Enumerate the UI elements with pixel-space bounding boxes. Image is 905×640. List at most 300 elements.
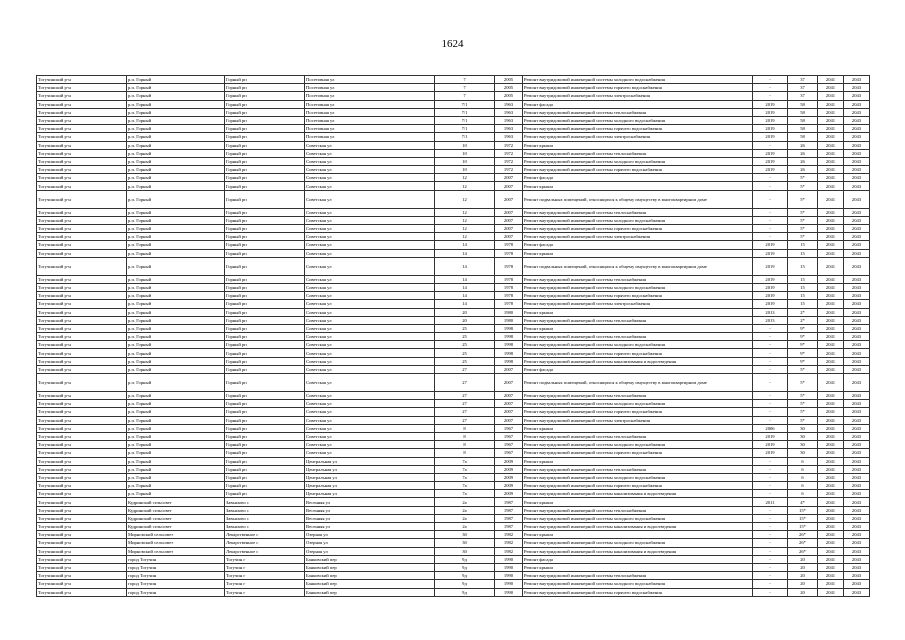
house-cell: 2а [435,514,495,522]
street-cell: Советская ул [305,225,435,233]
period-end-cell: 2043 [844,400,870,408]
district-cell: Тогучинский р-н [37,441,127,449]
wear-cell: 30 [788,441,818,449]
street-cell: Озерная ул [305,547,435,555]
work-type-cell: Ремонт внутридомовой инженерной системы горячего водоснабжения [523,292,753,300]
settlement-cell: Завьялово с [225,514,305,522]
last-repair-year-cell: - [753,341,788,349]
period-start-cell: 2041 [818,457,844,465]
municipality-cell: р.п. Горный [127,257,225,275]
municipality-cell: город Тогучин [127,572,225,580]
street-cell: Посетовная ул [305,108,435,116]
table-row [37,547,870,555]
table-row [37,424,870,432]
settlement-cell: Горный рп [225,257,305,275]
settlement-cell: Горный рп [225,473,305,481]
house-cell: 7а [435,490,495,498]
house-cell: 20 [435,316,495,324]
wear-cell: 20 [788,555,818,563]
municipality-cell: Кудринский сельсовет [127,506,225,514]
work-type-cell: Ремонт внутридомовой инженерной системы теплоснабжения [523,316,753,324]
settlement-cell: Горный рп [225,125,305,133]
year-built-cell: 2007 [495,174,523,182]
wear-cell: 15* [788,523,818,531]
period-end-cell: 2043 [844,588,870,596]
municipality-cell: р.п. Горный [127,424,225,432]
municipality-cell: город Тогучин [127,588,225,596]
last-repair-year-cell: 2013 [753,316,788,324]
period-end-cell: 2043 [844,84,870,92]
work-type-cell: Ремонт фасада [523,241,753,249]
district-cell: Тогучинский р-н [37,157,127,165]
last-repair-year-cell: 2019 [753,283,788,291]
wear-cell: 15 [788,249,818,257]
period-start-cell: 2041 [818,572,844,580]
street-cell: Озерная ул [305,539,435,547]
municipality-cell: р.п. Горный [127,400,225,408]
work-type-cell: Ремонт внутридомовой инженерной системы канализования и водоотведения [523,490,753,498]
period-end-cell: 2043 [844,324,870,332]
year-built-cell: 1990 [495,555,523,563]
municipality-cell: р.п. Горный [127,432,225,440]
house-cell: 20 [435,308,495,316]
municipality-cell: р.п. Горный [127,116,225,124]
period-start-cell: 2041 [818,141,844,149]
period-start-cell: 2041 [818,92,844,100]
street-cell: Центральная ул [305,490,435,498]
period-end-cell: 2043 [844,174,870,182]
work-type-cell: Ремонт внутридомовой инженерной системы теплоснабжения [523,149,753,157]
wear-cell: 15 [788,283,818,291]
table-row [37,233,870,241]
municipality-cell: р.п. Горный [127,233,225,241]
district-cell: Тогучинский р-н [37,547,127,555]
wear-cell: 15 [788,292,818,300]
district-cell: Тогучинский р-н [37,432,127,440]
period-end-cell: 2043 [844,490,870,498]
district-cell: Тогучинский р-н [37,166,127,174]
district-cell: Тогучинский р-н [37,392,127,400]
street-cell: Советская ул [305,408,435,416]
settlement-cell: Горный рп [225,374,305,392]
street-cell: Советская ул [305,208,435,216]
district-cell: Тогучинский р-н [37,275,127,283]
last-repair-year-cell: 2013 [753,308,788,316]
work-type-cell: Ремонт внутридомовой инженерной системы канализования и водоотведения [523,357,753,365]
period-start-cell: 2041 [818,257,844,275]
year-built-cell: 2005 [495,84,523,92]
table-row [37,490,870,498]
work-type-cell: Ремонт внутридомовой инженерной системы холодного водоснабжения [523,341,753,349]
wear-cell: 15 [788,257,818,275]
work-type-cell: Ремонт крыши [523,457,753,465]
period-end-cell: 2043 [844,300,870,308]
table-row [37,498,870,506]
table-row [37,416,870,424]
work-type-cell: Ремонт внутридомовой инженерной системы горячего водоснабжения [523,449,753,457]
district-cell: Тогучинский р-н [37,141,127,149]
table-row [37,141,870,149]
house-cell: 27 [435,365,495,373]
table-row [37,333,870,341]
period-start-cell: 2041 [818,357,844,365]
house-cell: 30 [435,547,495,555]
street-cell: Советская ул [305,333,435,341]
work-type-cell: Ремонт внутридомовой инженерной системы холодного водоснабжения [523,580,753,588]
year-built-cell: 1998 [495,324,523,332]
year-built-cell: 1982 [495,547,523,555]
house-cell: 25 [435,324,495,332]
year-built-cell: 1978 [495,275,523,283]
year-built-cell: 1967 [495,432,523,440]
street-cell: Весенняя ул [305,506,435,514]
period-start-cell: 2041 [818,400,844,408]
settlement-cell: Горный рп [225,292,305,300]
street-cell: Советская ул [305,292,435,300]
table-row [37,441,870,449]
district-cell: Тогучинский р-н [37,190,127,208]
municipality-cell: р.п. Горный [127,349,225,357]
period-start-cell: 2041 [818,241,844,249]
house-cell: 8 [435,449,495,457]
last-repair-year-cell: 2019 [753,275,788,283]
wear-cell: 5* [788,208,818,216]
period-start-cell: 2041 [818,473,844,481]
municipality-cell: р.п. Горный [127,292,225,300]
wear-cell: 5* [788,174,818,182]
period-start-cell: 2041 [818,108,844,116]
district-cell: Тогучинский р-н [37,588,127,596]
period-start-cell: 2041 [818,316,844,324]
period-start-cell: 2041 [818,76,844,84]
settlement-cell: Тогучин г [225,588,305,596]
period-end-cell: 2043 [844,416,870,424]
period-end-cell: 2043 [844,506,870,514]
period-start-cell: 2041 [818,482,844,490]
last-repair-year-cell: - [753,416,788,424]
period-start-cell: 2041 [818,333,844,341]
period-start-cell: 2041 [818,392,844,400]
work-type-cell: Ремонт крыши [523,498,753,506]
street-cell: Советская ул [305,441,435,449]
wear-cell: 6 [788,473,818,481]
work-type-cell: Ремонт внутридомовой инженерной системы холодного водоснабжения [523,157,753,165]
period-start-cell: 2041 [818,555,844,563]
work-type-cell: Ремонт подвальных помещений, относящихся к общему имуществу в многоквартирном доме [523,257,753,275]
municipality-cell: Мирновский сельсовет [127,539,225,547]
year-built-cell: 2007 [495,392,523,400]
house-cell: 9д [435,588,495,596]
wear-cell: 5* [788,408,818,416]
municipality-cell: р.п. Горный [127,465,225,473]
district-cell: Тогучинский р-н [37,108,127,116]
settlement-cell: Горный рп [225,416,305,424]
street-cell: Советская ул [305,275,435,283]
wear-cell: 30 [788,432,818,440]
table-row [37,257,870,275]
work-type-cell: Ремонт внутридомовой инженерной системы теплоснабжения [523,108,753,116]
wear-cell: 2* [788,316,818,324]
work-type-cell: Ремонт крыши [523,324,753,332]
period-end-cell: 2043 [844,514,870,522]
settlement-cell: Горный рп [225,349,305,357]
settlement-cell: Лекарственное с [225,539,305,547]
year-built-cell: 2007 [495,416,523,424]
last-repair-year-cell: - [753,473,788,481]
last-repair-year-cell: - [753,555,788,563]
street-cell: Советская ул [305,249,435,257]
house-cell: 9д [435,563,495,571]
period-end-cell: 2043 [844,233,870,241]
table-row [37,523,870,531]
house-cell: 7а [435,473,495,481]
last-repair-year-cell: - [753,84,788,92]
table-row [37,357,870,365]
last-repair-year-cell: 2019 [753,166,788,174]
period-end-cell: 2043 [844,208,870,216]
year-built-cell: 1963 [495,116,523,124]
wear-cell: 9* [788,324,818,332]
district-cell: Тогучинский р-н [37,241,127,249]
street-cell: Посетовная ул [305,100,435,108]
district-cell: Тогучинский р-н [37,531,127,539]
last-repair-year-cell: - [753,457,788,465]
street-cell: Центральная ул [305,473,435,481]
house-cell: 9д [435,580,495,588]
work-type-cell: Ремонт фасада [523,555,753,563]
work-type-cell: Ремонт крыши [523,141,753,149]
house-cell: 12 [435,190,495,208]
table-row [37,116,870,124]
municipality-cell: город Тогучин [127,563,225,571]
work-type-cell: Ремонт внутридомовой инженерной системы холодного водоснабжения [523,441,753,449]
period-end-cell: 2043 [844,482,870,490]
wear-cell: 37 [788,84,818,92]
settlement-cell: Горный рп [225,316,305,324]
period-end-cell: 2043 [844,149,870,157]
period-start-cell: 2041 [818,531,844,539]
work-type-cell: Ремонт фасада [523,365,753,373]
settlement-cell: Горный рп [225,249,305,257]
wear-cell: 30 [788,449,818,457]
period-start-cell: 2041 [818,233,844,241]
municipality-cell: р.п. Горный [127,92,225,100]
municipality-cell: р.п. Горный [127,441,225,449]
last-repair-year-cell: - [753,349,788,357]
table-row [37,572,870,580]
district-cell: Тогучинский р-н [37,514,127,522]
year-built-cell: 2007 [495,216,523,224]
district-cell: Тогучинский р-н [37,292,127,300]
district-cell: Тогучинский р-н [37,333,127,341]
year-built-cell: 1990 [495,572,523,580]
wear-cell: 9* [788,333,818,341]
period-start-cell: 2041 [818,490,844,498]
street-cell: Посетовная ул [305,125,435,133]
house-cell: 2а [435,498,495,506]
district-cell: Тогучинский р-н [37,92,127,100]
table-row [37,563,870,571]
last-repair-year-cell: - [753,531,788,539]
work-type-cell: Ремонт внутридомовой инженерной системы горячего водоснабжения [523,588,753,596]
last-repair-year-cell: 2019 [753,300,788,308]
year-built-cell: 2009 [495,473,523,481]
settlement-cell: Горный рп [225,241,305,249]
period-end-cell: 2043 [844,125,870,133]
settlement-cell: Горный рп [225,141,305,149]
last-repair-year-cell: 2019 [753,449,788,457]
period-start-cell: 2041 [818,539,844,547]
table-row [37,108,870,116]
settlement-cell: Горный рп [225,84,305,92]
settlement-cell: Горный рп [225,465,305,473]
table-row [37,555,870,563]
house-cell: 25 [435,341,495,349]
district-cell: Тогучинский р-н [37,365,127,373]
municipality-cell: р.п. Горный [127,84,225,92]
work-type-cell: Ремонт внутридомовой инженерной системы холодного водоснабжения [523,283,753,291]
district-cell: Тогучинский р-н [37,283,127,291]
year-built-cell: 1987 [495,506,523,514]
house-cell: 12 [435,208,495,216]
period-start-cell: 2041 [818,498,844,506]
period-start-cell: 2041 [818,408,844,416]
year-built-cell: 2005 [495,76,523,84]
settlement-cell: Горный рп [225,225,305,233]
municipality-cell: р.п. Горный [127,473,225,481]
wear-cell: 58 [788,133,818,141]
year-built-cell: 1990 [495,588,523,596]
street-cell: Банковский пер [305,572,435,580]
wear-cell: 5* [788,392,818,400]
period-start-cell: 2041 [818,416,844,424]
wear-cell: 6 [788,457,818,465]
year-built-cell: 1982 [495,539,523,547]
municipality-cell: р.п. Горный [127,283,225,291]
wear-cell: 5* [788,416,818,424]
street-cell: Советская ул [305,141,435,149]
street-cell: Советская ул [305,416,435,424]
house-cell: 14 [435,300,495,308]
settlement-cell: Горный рп [225,100,305,108]
street-cell: Советская ул [305,166,435,174]
district-cell: Тогучинский р-н [37,216,127,224]
last-repair-year-cell: 2019 [753,133,788,141]
table-row [37,341,870,349]
last-repair-year-cell: 2006 [753,424,788,432]
street-cell: Советская ул [305,449,435,457]
house-cell: 7/1 [435,133,495,141]
street-cell: Посетовная ул [305,92,435,100]
district-cell: Тогучинский р-н [37,408,127,416]
period-end-cell: 2043 [844,555,870,563]
street-cell: Советская ул [305,182,435,190]
house-cell: 10 [435,141,495,149]
wear-cell: 2* [788,308,818,316]
year-built-cell: 1990 [495,580,523,588]
settlement-cell: Горный рп [225,457,305,465]
street-cell: Советская ул [305,283,435,291]
period-start-cell: 2041 [818,300,844,308]
work-type-cell: Ремонт внутридомовой инженерной системы горячего водоснабжения [523,482,753,490]
period-start-cell: 2041 [818,514,844,522]
street-cell: Советская ул [305,149,435,157]
wear-cell: 58 [788,116,818,124]
last-repair-year-cell: - [753,374,788,392]
year-built-cell: 1987 [495,523,523,531]
settlement-cell: Горный рп [225,441,305,449]
period-start-cell: 2041 [818,182,844,190]
period-end-cell: 2043 [844,523,870,531]
street-cell: Посетовная ул [305,133,435,141]
table-row [37,182,870,190]
municipality-cell: р.п. Горный [127,316,225,324]
period-end-cell: 2043 [844,473,870,481]
district-cell: Тогучинский р-н [37,400,127,408]
house-cell: 7а [435,457,495,465]
registry-body [37,76,870,597]
settlement-cell: Горный рп [225,341,305,349]
settlement-cell: Завьялово с [225,523,305,531]
settlement-cell: Горный рп [225,76,305,84]
period-start-cell: 2041 [818,588,844,596]
table-row [37,300,870,308]
house-cell: 30 [435,539,495,547]
house-cell: 7 [435,92,495,100]
wear-cell: 26 [788,149,818,157]
wear-cell: 20 [788,580,818,588]
last-repair-year-cell: - [753,547,788,555]
year-built-cell: 2007 [495,190,523,208]
house-cell: 27 [435,374,495,392]
district-cell: Тогучинский р-н [37,490,127,498]
house-cell: 9д [435,555,495,563]
table-row [37,514,870,522]
work-type-cell: Ремонт фасада [523,100,753,108]
district-cell: Тогучинский р-н [37,572,127,580]
period-start-cell: 2041 [818,563,844,571]
settlement-cell: Горный рп [225,116,305,124]
year-built-cell: 1998 [495,341,523,349]
settlement-cell: Горный рп [225,275,305,283]
street-cell: Советская ул [305,365,435,373]
district-cell: Тогучинский р-н [37,506,127,514]
period-start-cell: 2041 [818,100,844,108]
street-cell: Советская ул [305,190,435,208]
work-type-cell: Ремонт внутридомовой инженерной системы теплоснабжения [523,392,753,400]
work-type-cell: Ремонт внутридомовой инженерной системы горячего водоснабжения [523,225,753,233]
table-row [37,400,870,408]
work-type-cell: Ремонт внутридомовой инженерной системы теплоснабжения [523,208,753,216]
period-end-cell: 2043 [844,190,870,208]
house-cell: 8 [435,424,495,432]
settlement-cell: Горный рп [225,400,305,408]
year-built-cell: 1963 [495,100,523,108]
last-repair-year-cell: 2011 [753,498,788,506]
table-row [37,506,870,514]
period-end-cell: 2043 [844,275,870,283]
wear-cell: 20 [788,572,818,580]
municipality-cell: р.п. Горный [127,374,225,392]
period-end-cell: 2043 [844,141,870,149]
year-built-cell: 1963 [495,108,523,116]
wear-cell: 5* [788,225,818,233]
period-end-cell: 2043 [844,182,870,190]
work-type-cell: Ремонт внутридомовой инженерной системы горячего водоснабжения [523,408,753,416]
wear-cell: 37 [788,76,818,84]
municipality-cell: р.п. Горный [127,100,225,108]
work-type-cell: Ремонт внутридомовой инженерной системы канализования и водоотведения [523,547,753,555]
